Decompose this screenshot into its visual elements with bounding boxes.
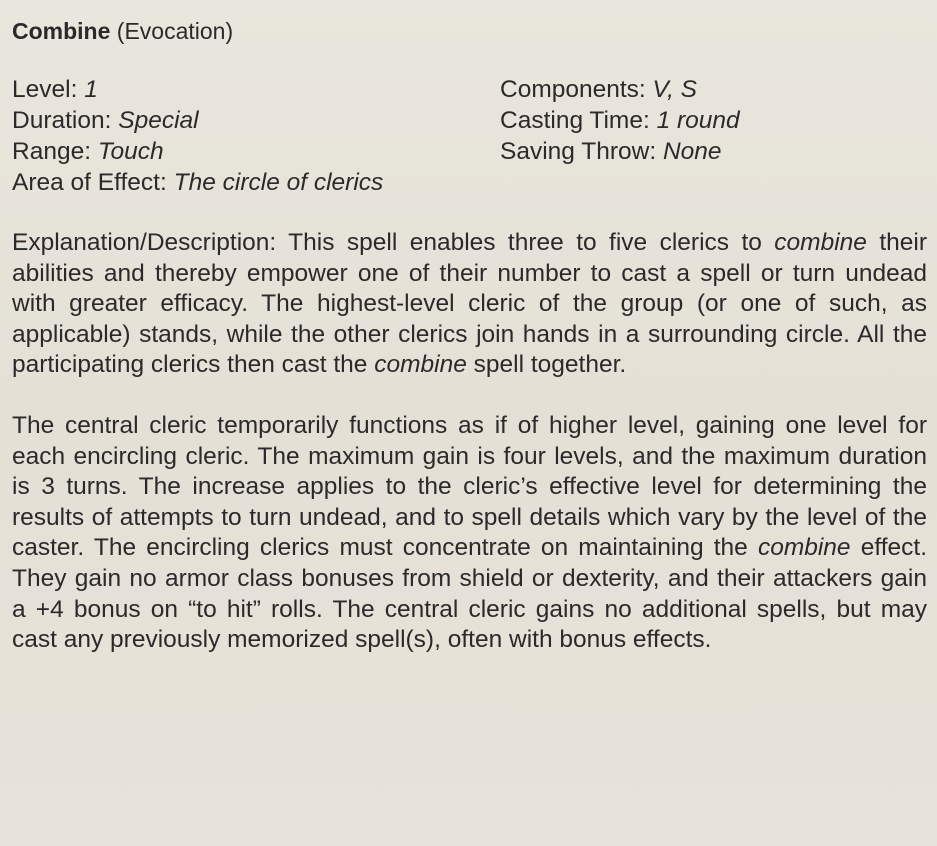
text-run: The central cleric temporarily functions as if of higher level, gaining one level for each encircling cleric. The maximum gain is four levels, and the maximum duration is 3 turns. The increase applies to the cleric’s effective level for determining the results of attempts to turn undead, and to spell details which vary by the level of the caster. The encircling clerics must concentrate on maintaining the	[12, 411, 927, 562]
stat-label: Duration:	[12, 107, 112, 134]
stat-saving-throw	[500, 136, 927, 167]
spell-title	[12, 16, 927, 46]
description-paragraph-2	[12, 411, 927, 656]
stat-components	[500, 74, 927, 105]
spell-stats	[12, 74, 927, 198]
stat-level	[12, 74, 500, 105]
stat-label: Saving Throw:	[500, 138, 657, 165]
stat-label: Level:	[12, 76, 78, 103]
stat-value: Special	[118, 107, 199, 134]
stat-label: Components:	[500, 76, 646, 103]
stat-area-of-effect	[12, 167, 500, 198]
stat-value: The circle of clerics	[173, 169, 384, 196]
stat-value: None	[662, 138, 722, 165]
stat-value: 1 round	[656, 107, 740, 134]
stat-label: Casting Time:	[500, 107, 650, 134]
stat-casting-time	[500, 105, 927, 136]
stat-range	[12, 136, 500, 167]
stat-label: Range:	[12, 138, 92, 165]
italic-spell-name: combine	[757, 534, 851, 562]
stat-value: V, S	[652, 76, 698, 103]
text-run: effect. They gain no armor class bonuses from shield or dexterity, and their attackers gain a +4 bonus on “to hit” rolls. The central cleric gains no additional spells, but may cast any previously memorized spell(s), often with bonus effects.	[12, 534, 927, 654]
italic-spell-name: combine	[374, 351, 467, 379]
spell-school: (Evocation)	[116, 18, 234, 44]
spell-name: Combine	[12, 18, 111, 44]
text-run: spell together.	[466, 351, 627, 379]
text-run: their abilities and thereby empower one of their number to cast a spell or turn undead with greater efficacy. The highest-level cleric of the group (or one of such, as applicable) stands, while the other clerics join hands in a surrounding circle. All the participating clerics then cast the	[12, 229, 927, 379]
italic-spell-name: combine	[774, 229, 867, 256]
stat-duration	[12, 105, 500, 136]
stat-label: Area of Effect:	[12, 169, 167, 196]
text-run: Explanation/Description: This spell enables three to five clerics to	[12, 229, 775, 256]
stat-value: 1	[84, 76, 98, 103]
stat-value: Touch	[97, 138, 164, 165]
description-paragraph-1	[12, 228, 927, 381]
